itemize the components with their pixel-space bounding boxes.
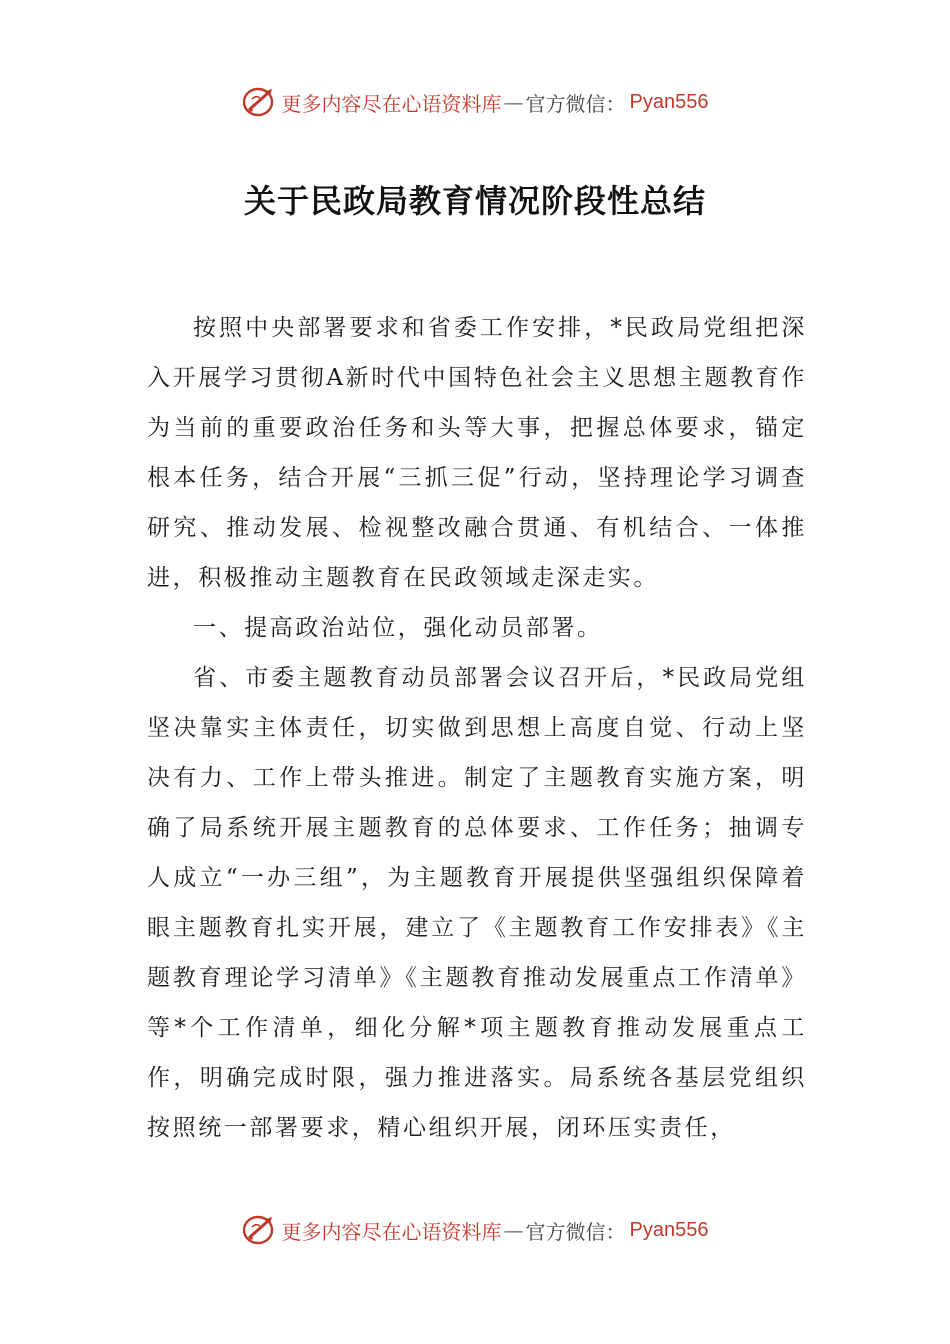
document-body [147, 303, 807, 1153]
watermark-text: 更多内容尽在心语资料库 [281, 1219, 502, 1244]
watermark-text: 更多内容尽在心语资料库 [281, 91, 502, 116]
watermark-separator: — [503, 90, 524, 114]
paragraph-section-1: 省、市委主题教育动员部署会议召开后，*民政局党组坚决靠实主体责任，切实做到思想上高度自觉、行动上坚决有力、工作上带头推进。制定了主题教育实施方案，明确了局系统开展主题教育的总体要求、工作任务；抽调专人成立“一办三组”，为主题教育开展提供坚强组织保障着眼主题教育扎实开展，建立了《主题教育工作安排表》《主题教育理论学习清单》《主题教育推动发展重点工作清单》等*个工作清单，细化分解*项主题教育推动发展重点工作，明确完成时限，强力推进落实。局系统各基层党组织按照统一部署要求，精心组织开展，闭环压实责任， [147, 665, 807, 1141]
header-watermark [0, 82, 950, 122]
watermark-wechat-id: Pyan556 [629, 90, 709, 113]
document-title: 关于民政局教育情况阶段性总结 [243, 182, 706, 220]
watermark-separator: — [503, 1218, 524, 1242]
watermark-wechat-id: Pyan556 [629, 1218, 709, 1241]
pen-logo-icon [242, 85, 278, 119]
watermark-wechat-label: 官方微信： [525, 91, 626, 116]
pen-logo-icon [242, 1213, 278, 1247]
footer-watermark [0, 1210, 950, 1250]
section-heading-1: 一、提高政治站位，强化动员部署。 [193, 615, 603, 641]
paragraph-intro: 按照中央部署要求和省委工作安排，*民政局党组把深入开展学习贯彻A新时代中国特色社会主义思想主题教育作为当前的重要政治任务和头等大事，把握总体要求，锚定根本任务，结合开展“三抓三促”行动，坚持理论学习调查研究、推动发展、检视整改融合贯通、有机结合、一体推进，积极推动主题教育在民政领域走深走实。 [147, 315, 807, 591]
watermark-wechat-label: 官方微信： [525, 1219, 626, 1244]
